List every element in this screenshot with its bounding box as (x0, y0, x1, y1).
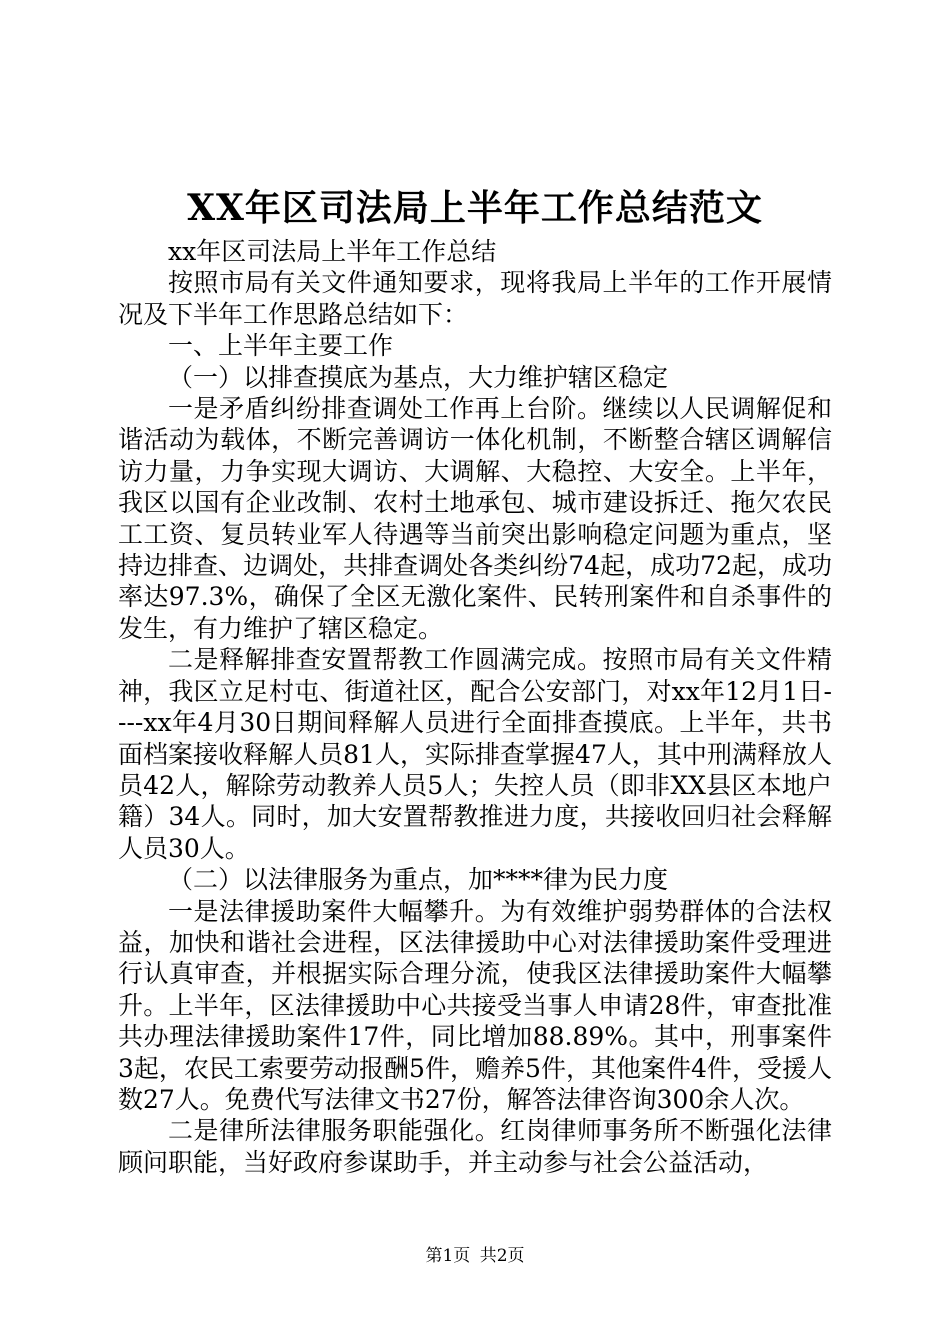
section-heading: 一、上半年主要工作 (168, 331, 394, 361)
document-body (118, 236, 832, 1178)
document-title: XX年区司法局上半年工作总结范文 (187, 187, 763, 229)
page-footer (0, 1245, 950, 1267)
paragraph-body: 二是律所法律服务职能强化。红岗律师事务所不断强化法律顾问职能，当好政府参谋助手，并主动参与社会公益活动， (118, 1116, 832, 1177)
paragraph-intro: 按照市局有关文件通知要求，现将我局上半年的工作开展情况及下半年工作思路总结如下： (118, 268, 832, 329)
page-number: 第1页 (425, 1246, 471, 1266)
subsection-heading: （一）以排查摸底为基点，大力维护辖区稳定 (168, 362, 669, 392)
paragraph-body: 一是法律援助案件大幅攀升。为有效维护弱势群体的合法权益，加快和谐社会进程，区法律援助中心对法律援助案件受理进行认真审查，并根据实际合理分流，使我区法律援助案件大幅攀升。上半年，区法律援助中心共接受当事人申请28件，审查批准共办理法律援助案件17件，同比增加88.89%。其中，刑事案件3起，农民工索要劳动报酬5件，赡养5件，其他案件4件，受援人数27人。免费代写法律文书27份，解答法律咨询300余人次。 (118, 896, 832, 1114)
paragraph-body: 一是矛盾纠纷排查调处工作再上台阶。继续以人民调解促和谐活动为载体，不断完善调访一体化机制，不断整合辖区调解信访力量，力争实现大调访、大调解、大稳控、大安全。上半年，我区以国有企业改制、农村土地承包、城市建设拆迁、拖欠农民工工资、复员转业军人待遇等当前突出影响稳定问题为重点，坚持边排查、边调处，共排查调处各类纠纷74起，成功72起，成功率达97.3%，确保了全区无激化案件、民转刑案件和自杀事件的发生，有力维护了辖区稳定。 (118, 394, 832, 643)
page-total: 共2页 (479, 1246, 525, 1266)
paragraph-subtitle: xx年区司法局上半年工作总结 (168, 237, 497, 266)
subsection-heading: （二）以法律服务为重点，加****律为民力度 (168, 865, 669, 895)
paragraph-body: 二是释解排查安置帮教工作圆满完成。按照市局有关文件精神，我区立足村屯、街道社区，配合公安部门，对xx年12月1日----xx年4月30日期间释解人员进行全面排查摸底。上半年，共书面档案接收释解人员81人，实际排查掌握47人，其中刑满释放人员42人，解除劳动教养人员5人；失控人员（即非XX县区本地户籍）34人。同时，加大安置帮教推进力度，共接收回归社会释解人员30人。 (118, 645, 832, 863)
